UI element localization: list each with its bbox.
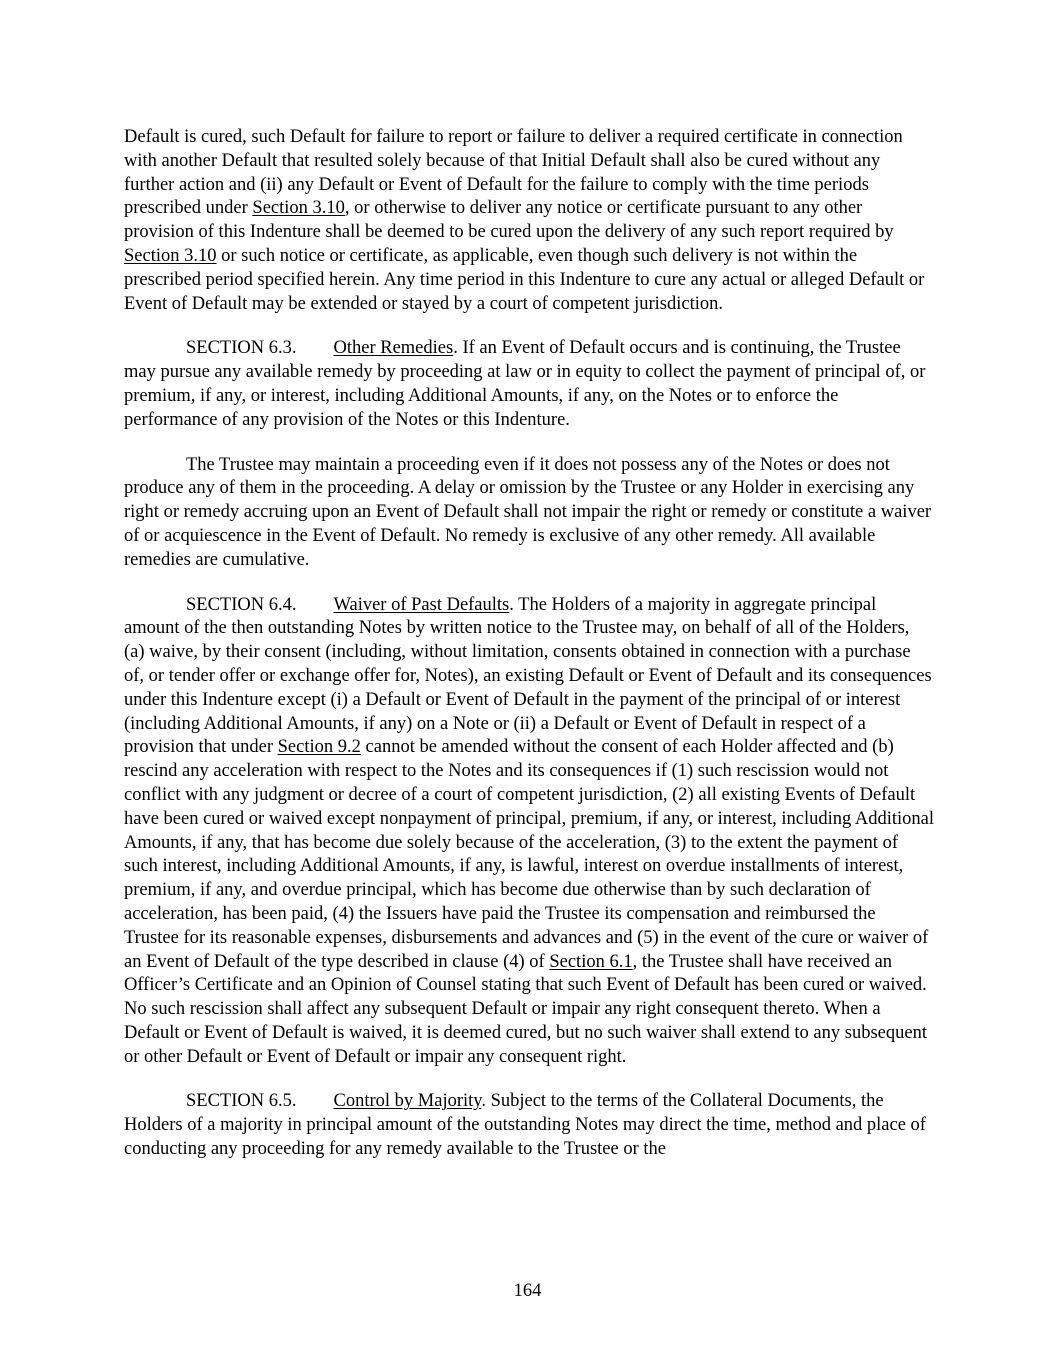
paragraph-text: , or otherwise to deliver any notice or certificate pursuant to any other provision of this Indenture shall be deemed to be cured upon the delivery of any such report required by bbox=[124, 198, 894, 243]
section-text: , the Trustee shall have received an Officer’s Certificate and an Opinion of Counsel stating that such Event of Default has been cured or waived. No such rescission shall affect any subsequent Default or impair any right consequent thereto. When a Default or Event of Default is waived, it is deemed cured, but no such waiver shall extend to any subsequent or other Default or Event of Default or impair any consequent right. bbox=[124, 951, 927, 1067]
section-3-10-reference[interactable]: Section 3.10 bbox=[252, 198, 345, 219]
paragraph-default-cured bbox=[124, 126, 934, 316]
page-number: 164 bbox=[513, 1281, 542, 1301]
section-number: SECTION 6.4. bbox=[186, 594, 297, 615]
section-heading: Other Remedies bbox=[333, 338, 454, 359]
section-text: . If an Event of Default occurs and is continuing, the Trustee may pursue any available remedy by proceeding at law or in equity to collect the payment of principal of, or premium, if any, or interest, including Additional Amounts, if any, on the Notes or to enforce the performance of any provision of the Notes or this Indenture. bbox=[124, 338, 926, 430]
section-number: SECTION 6.5. bbox=[186, 1091, 297, 1112]
section-text: . Subject to the terms of the Collateral Documents, the Holders of a majority in principal amount of the outstanding Notes may direct the time, method and place of conducting any proceeding for any remedy available to the Trustee or the bbox=[124, 1091, 926, 1160]
section-text: cannot be amended without the consent of each Holder affected and (b) rescind any acceleration with respect to the Notes and its consequences if (1) such rescission would not conflict with any judgment or decree of a court of competent jurisdiction, (2) all existing Events of Default have been cured or waived except nonpayment of principal, premium, if any, or interest, including Additional Amounts, if any, that has become due solely because of the acceleration, (3) to the extent the payment of such interest, including Additional Amounts, if any, is lawful, interest on overdue installments of interest, premium, if any, and overdue principal, which has become due otherwise than by such declaration of acceleration, has been paid, (4) the Issuers have paid the Trustee its compensation and reimbursed the Trustee for its reasonable expenses, disbursements and advances and (5) in the event of the cure or waiver of an Event of Default of the type described in clause (4) of bbox=[124, 737, 934, 972]
section-9-2-reference[interactable]: Section 9.2 bbox=[277, 737, 361, 758]
section-heading: Waiver of Past Defaults bbox=[333, 594, 510, 615]
section-6-1-reference[interactable]: Section 6.1 bbox=[549, 951, 633, 972]
section-text: . The Holders of a majority in aggregate principal amount of the then outstanding Notes by written notice to the Trustee may, on behalf of all of the Holders, (a) waive, by their consent (including, without limitation, consents obtained in connection with a purchase of, or tender offer or exchange offer for, Notes), an existing Default or Event of Default and its consequences under this Indenture except (i) a Default or Event of Default in the payment of the principal of or interest (including Additional Amounts, if any) on a Note or (ii) a Default or Event of Default in respect of a provision that under bbox=[124, 594, 932, 758]
section-6-4 bbox=[124, 594, 934, 1070]
section-number: SECTION 6.3. bbox=[186, 338, 297, 359]
section-3-10-reference[interactable]: Section 3.10 bbox=[124, 245, 217, 266]
paragraph-text: The Trustee may maintain a proceeding even if it does not possess any of the Notes or does not produce any of them in the proceeding. A delay or omission by the Trustee or any Holder in exercising any right or remedy accruing upon an Event of Default shall not impair the right or remedy or constitute a waiver of or acquiescence in the Event of Default. No remedy is exclusive of any other remedy. All available remedies are cumulative. bbox=[124, 454, 932, 570]
paragraph-text: or such notice or certificate, as applicable, even though such delivery is not within the prescribed period specified herein. Any time period in this Indenture to cure any actual or alleged Default or Event of Default may be extended or stayed by a court of competent jurisdiction. bbox=[124, 245, 925, 314]
paragraph-trustee-proceeding bbox=[124, 454, 934, 573]
section-6-5 bbox=[124, 1090, 934, 1161]
paragraph-text: Default is cured, such Default for failure to report or failure to deliver a required certificate in connection with another Default that resulted solely because of that Initial Default shall also be cured without any further action and (ii) any Default or Event of Default for the failure to comply with the time periods prescribed under bbox=[124, 127, 903, 219]
section-6-3 bbox=[124, 337, 934, 432]
section-heading: Control by Majority bbox=[333, 1091, 482, 1112]
document-page bbox=[124, 126, 934, 1183]
